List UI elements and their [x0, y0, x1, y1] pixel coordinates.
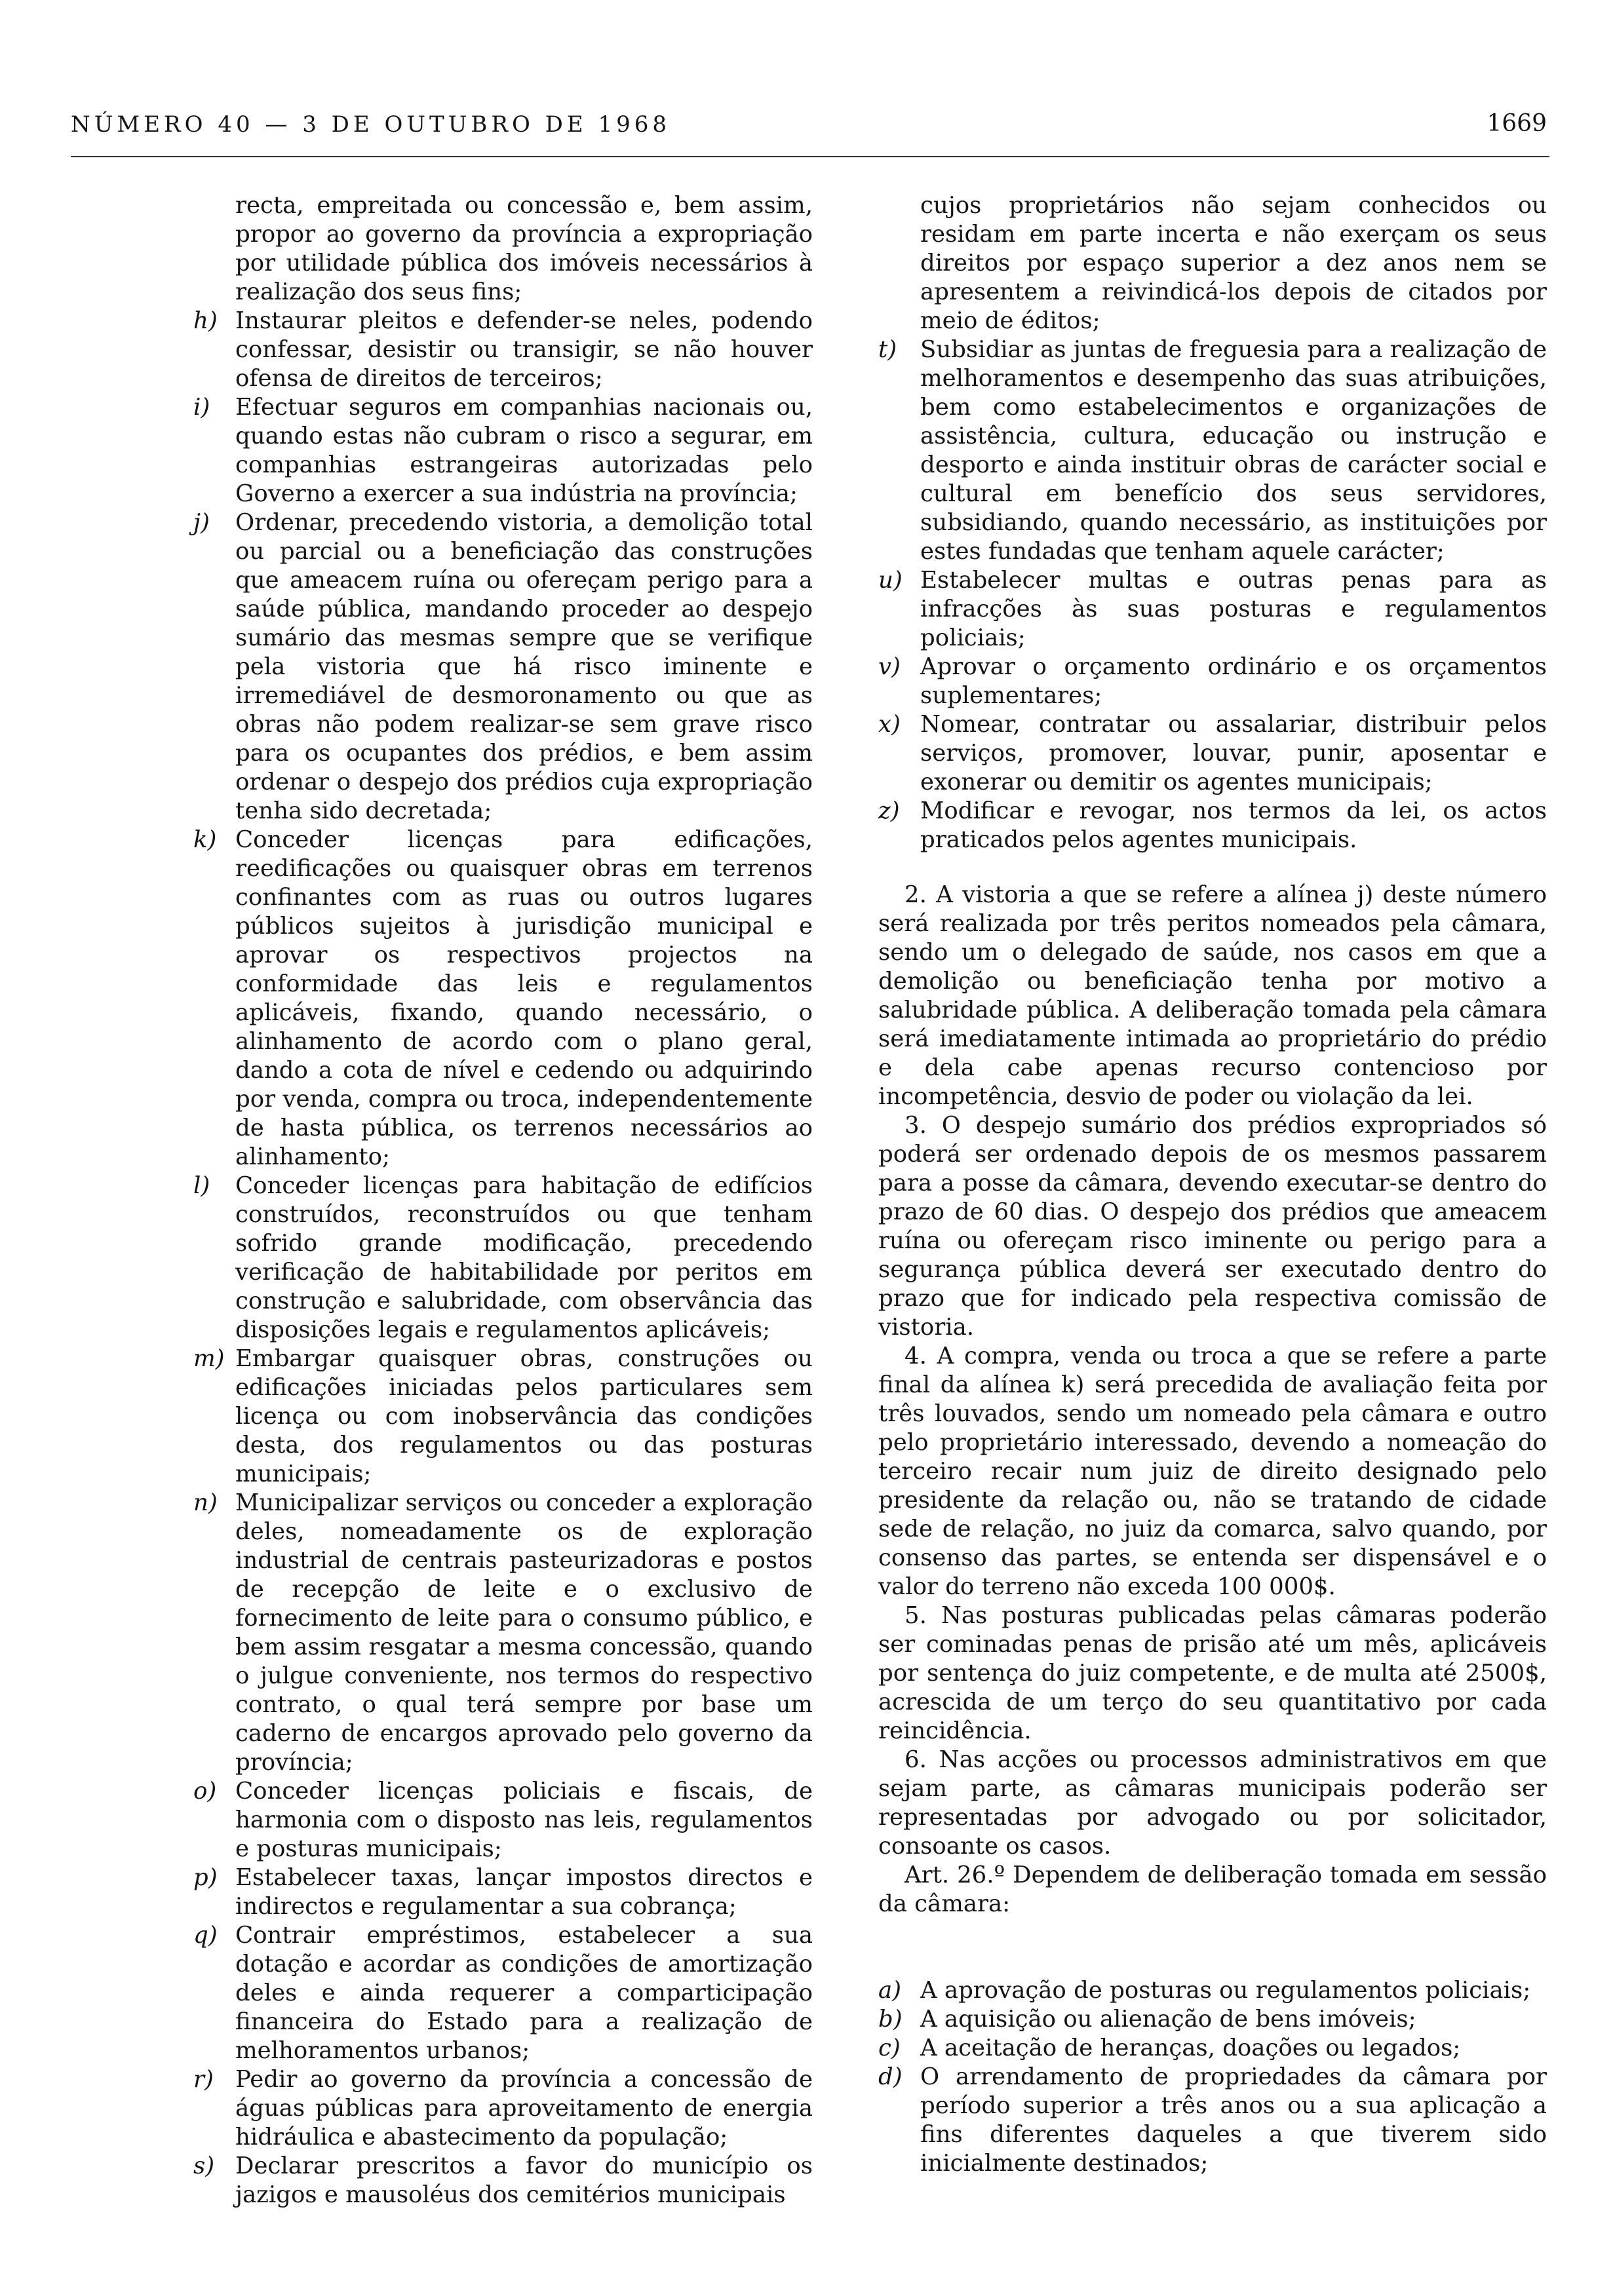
page-header-title: NÚMERO 40 — 3 DE OUTUBRO DE 1968 — [71, 111, 671, 138]
item-text: Nomear, contratar ou assalariar, distribuir pelos serviços, promover, louvar, punir, aposentar e exonerar ou demitir os agentes municipais; — [920, 711, 1547, 795]
list-item — [193, 307, 813, 393]
item-text: Contrair empréstimos, estabelecer a sua dotação e acordar as condições de amortização deles e ainda requerer a comparticipação financeira do Estado para a realização de melhoramentos urbanos; — [235, 1922, 813, 2064]
list-item — [878, 653, 1547, 710]
list-item — [878, 566, 1547, 653]
item-text: O arrendamento de propriedades da câmara por período superior a três anos ou a sua aplicação a fins diferentes daqueles a que tiverem sido inicialmente destinados; — [920, 2063, 1547, 2177]
list-item — [193, 2065, 813, 2152]
list-item — [878, 335, 1547, 566]
item-label: z) — [878, 797, 900, 824]
list-item — [878, 797, 1547, 854]
list-item — [193, 1345, 813, 1489]
item-label: i) — [193, 394, 210, 421]
item-label: c) — [878, 2035, 901, 2061]
item-label: u) — [878, 567, 903, 594]
list-item — [193, 1172, 813, 1345]
paragraph: 2. A vistoria a que se refere a alínea j) deste número será realizada por três peritos nomeados pela câmara, sendo um o delegado de saúde, nos casos em que a demolição ou beneficiação tenha por motivo a salubridade pública. A deliberação tomada pela câmara será imediatamente intimada ao proprietário do prédio e dela cabe apenas recurso contencioso por incompetência, desvio de poder ou violação da lei. — [878, 881, 1547, 1110]
item-continuation: cujos proprietários não sejam conhecidos ou residam em parte incerta e não exerçam os seus direitos por espaço superior a dez anos nem se apresentem a reivindicá-los depois de citados por meio de éditos; — [920, 192, 1547, 334]
list-item — [878, 2063, 1547, 2178]
spacer — [878, 1919, 1547, 1976]
item-label: h) — [193, 307, 218, 334]
item-text: Aprovar o orçamento ordinário e os orçamentos suplementares; — [920, 653, 1547, 709]
page-number: 1669 — [1487, 110, 1547, 137]
item-label: k) — [193, 826, 217, 853]
item-text: A aceitação de heranças, doações ou legados; — [920, 2035, 1461, 2061]
item-text: Subsidiar as juntas de freguesia para a realização de melhoramentos e desempenho das suas atribuições, bem como estabelecimentos e organizações de assistência, cultura, educação ou instrução e desporto e ainda instituir obras de carácter social e cultural em benefício dos seus servidores, subsidiando, quando necessário, as instituições por estes fundadas que tenham aquele carácter; — [920, 336, 1547, 565]
list-item — [193, 1489, 813, 1777]
item-text: Conceder licenças para habitação de edifícios construídos, reconstruídos ou que tenham sofrido grande modificação, precedendo verificação de habitabilidade por peritos em construção e salubridade, com observância das disposições legais e regulamentos aplicáveis; — [235, 1172, 813, 1343]
list-item — [193, 826, 813, 1172]
spacer — [878, 854, 1547, 881]
item-label: v) — [878, 653, 901, 680]
article-heading: Art. 26.º Dependem de deliberação tomada em sessão da câmara: — [878, 1862, 1547, 1917]
item-label: l) — [193, 1172, 210, 1199]
list-item — [193, 2152, 813, 2210]
list-item — [193, 508, 813, 826]
item-label: j) — [193, 509, 210, 536]
item-label: a) — [878, 1977, 902, 2004]
list-item — [878, 1976, 1547, 2005]
list-item — [193, 1777, 813, 1864]
item-text: Estabelecer multas e outras penas para as infracções às suas posturas e regulamentos policiais; — [920, 567, 1547, 651]
paragraph: 4. A compra, venda ou troca a que se refere a parte final da alínea k) será precedida de avaliação feita por três louvados, sendo um nomeado pela câmara e outro pelo proprietário interessado, devendo a nomeação do terceiro recair num juiz de direito designado pelo presidente da relação ou, não se tratando de cidade sede de relação, no juiz da comarca, salvo quando, por consenso das partes, se entenda ser dispensável e o valor do terreno não exceda 100 000$. — [878, 1343, 1547, 1600]
item-label: r) — [193, 2066, 214, 2093]
list-item — [878, 710, 1547, 797]
item-label: t) — [878, 336, 897, 363]
item-label: d) — [878, 2063, 903, 2090]
header-rule — [71, 156, 1549, 157]
item-text: Modificar e revogar, nos termos da lei, os actos praticados pelos agentes municipais. — [920, 797, 1547, 853]
item-text: Ordenar, precedendo vistoria, a demolição total ou parcial ou a beneficiação das construções que ameacem ruína ou ofereçam perigo para a saúde pública, mandando proceder ao despejo sumário das mesmas sempre que se verifique pela vistoria que há risco iminente e irremediável de desmoronamento ou que as obras não podem realizar-se sem grave risco para os ocupantes dos prédios, e bem assim ordenar o despejo dos prédios cuja expropriação tenha sido decretada; — [235, 509, 813, 824]
list-item — [193, 1864, 813, 1921]
item-label: m) — [193, 1345, 225, 1372]
left-column — [193, 191, 813, 2210]
item-continuation: recta, empreitada ou concessão e, bem assim, propor ao governo da província a expropriação por utilidade pública dos imóveis necessários à realização dos seus fins; — [235, 192, 813, 305]
item-text: Estabelecer taxas, lançar impostos directos e indirectos e regulamentar a sua cobrança; — [235, 1864, 813, 1920]
list-item — [878, 2005, 1547, 2034]
list-item — [878, 2034, 1547, 2063]
paragraph: 6. Nas acções ou processos administrativos em que sejam parte, as câmaras municipais poderão ser representadas por advogado ou por solicitador, consoante os casos. — [878, 1746, 1547, 1860]
item-text: Conceder licenças policiais e fiscais, de harmonia com o disposto nas leis, regulamentos e posturas municipais; — [235, 1778, 813, 1862]
list-item — [193, 1921, 813, 2065]
item-text: Efectuar seguros em companhias nacionais ou, quando estas não cubram o risco a segurar, em companhias estrangeiras autorizadas pelo Governo a exercer a sua indústria na província; — [235, 394, 813, 507]
paragraph: 3. O despejo sumário dos prédios expropriados só poderá ser ordenado depois de os mesmos passarem para a posse da câmara, devendo executar-se dentro do prazo de 60 dias. O despejo dos prédios que ameacem ruína ou ofereçam risco iminente ou perigo para a segurança pública deverá ser executado dentro do prazo que for indicado pela respectiva comissão de vistoria. — [878, 1112, 1547, 1341]
item-text: Embargar quaisquer obras, construções ou edificações iniciadas pelos particulares sem licença ou com inobservância das condições desta, dos regulamentos ou das posturas municipais; — [235, 1345, 813, 1487]
item-label: p) — [193, 1864, 218, 1891]
item-text: Instaurar pleitos e defender-se neles, podendo confessar, desistir ou transigir, se não houver ofensa de direitos de terceiros; — [235, 307, 813, 392]
item-label: s) — [193, 2152, 215, 2179]
item-label: n) — [193, 1489, 218, 1516]
paragraph: 5. Nas posturas publicadas pelas câmaras poderão ser cominadas penas de prisão até um mês, aplicáveis por sentença do juiz competente, e de multa até 2500$, acrescida de um terço do seu quantitativo por cada reincidência. — [878, 1602, 1547, 1744]
list-item — [193, 393, 813, 508]
item-text: A aquisição ou alienação de bens imóveis; — [920, 2006, 1416, 2033]
right-column — [878, 191, 1547, 2178]
item-text: Municipalizar serviços ou conceder a exploração deles, nomeadamente os de exploração industrial de centrais pasteurizadoras e postos de recepção de leite e o exclusivo de fornecimento de leite para o consumo público, e bem assim resgatar a mesma concessão, quando o julgue conveniente, nos termos do respectivo contrato, o qual terá sempre por base um caderno de encargos aprovado pelo governo da província; — [235, 1489, 813, 1776]
item-label: o) — [193, 1778, 217, 1805]
item-text: Declarar prescritos a favor do município os jazigos e mausoléus dos cemitérios municipais — [235, 2152, 813, 2208]
item-label: b) — [878, 2006, 903, 2033]
item-text: A aprovação de posturas ou regulamentos policiais; — [920, 1977, 1531, 2004]
item-label: x) — [878, 711, 901, 738]
item-text: Pedir ao governo da província a concessão de águas públicas para aproveitamento de energia hidráulica e abastecimento da população; — [235, 2066, 813, 2151]
item-label: q) — [193, 1922, 218, 1949]
item-text: Conceder licenças para edificações, reedificações ou quaisquer obras em terrenos confinantes com as ruas ou outros lugares públicos sujeitos à jurisdição municipal e aprovar os respectivos projectos na conformidade das leis e regulamentos aplicáveis, fixando, quando necessário, o alinhamento de acordo com o plano geral, dando a cota de nível e cedendo ou adquirindo por venda, compra ou troca, independentemente de hasta pública, os terrenos necessários ao alinhamento; — [235, 826, 813, 1170]
